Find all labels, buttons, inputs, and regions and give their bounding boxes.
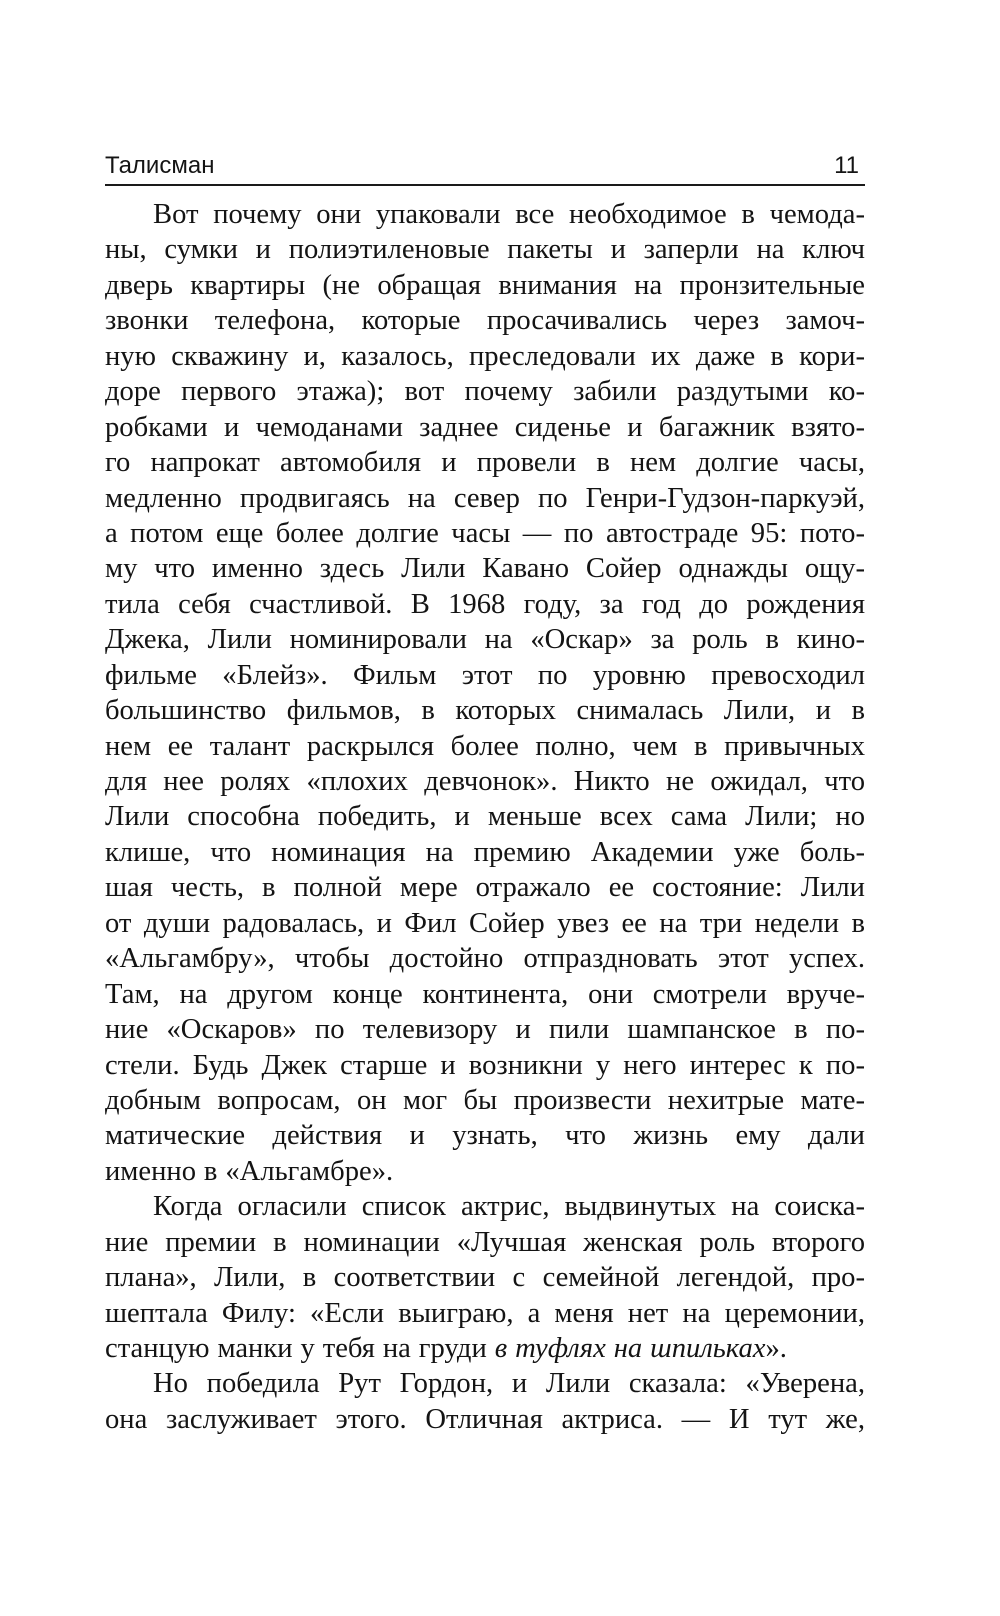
text-line: шептала Филу: «Если выиграю, а меня нет на церемонии, [105, 1297, 865, 1329]
text-line: фильме «Блейз». Фильм этот по уровню превосходил [105, 659, 865, 691]
text-line: шая честь, в полной мере отражало ее состояние: Лили [105, 872, 865, 904]
text-line: Джека, Лили номинировали на «Оскар» за роль в кино- [105, 624, 865, 656]
text-line: звонки телефона, которые просачивались через замоч- [105, 305, 865, 337]
text-line: стели. Будь Джек старше и возникни у него интерес к по- [105, 1049, 865, 1081]
text-line: добным вопросам, он мог бы произвести нехитрые мате- [105, 1084, 865, 1116]
body-text [105, 197, 865, 1437]
text-line: ны, сумки и полиэтиленовые пакеты и заперли на ключ [105, 234, 865, 266]
text-line: именно в «Альгамбре». [105, 1155, 394, 1187]
paragraph [105, 1366, 865, 1437]
text-line [105, 1331, 865, 1366]
text-line: плана», Лили, в соответствии с семейной легендой, про- [105, 1262, 865, 1294]
text-line: ние премии в номинации «Лучшая женская роль второго [105, 1226, 865, 1258]
text-line: робками и чемоданами заднее сиденье и багажник взято- [105, 411, 865, 443]
text-line: она заслуживает этого. Отличная актриса. — И тут же, [105, 1403, 865, 1435]
text-line: Там, на другом конце континента, они смотрели вруче- [105, 978, 865, 1010]
page-number: 11 [834, 152, 859, 179]
text-line: тила себя счастливой. В 1968 году, за год до рождения [105, 588, 865, 620]
text-line: Когда огласили список актрис, выдвинутых на соиска- [153, 1191, 865, 1223]
italic-text-segment: в туфлях на шпильках [494, 1333, 766, 1364]
text-segment: станцую манки у тебя на груди [105, 1333, 495, 1364]
paragraph [105, 1189, 865, 1366]
text-line: доре первого этажа); вот почему забили раздутыми ко- [105, 376, 865, 408]
text-line: медленно продвигаясь на север по Генри-Гудзон-паркуэй, [105, 482, 865, 514]
running-title: Талисман [105, 152, 215, 179]
text-line: клише, что номинация на премию Академии уже боль- [105, 836, 865, 868]
text-line: а потом еще более долгие часы — по автостраде 95: пото- [105, 517, 865, 549]
text-line: дверь квартиры (не обращая внимания на пронзительные [105, 269, 865, 301]
text-line: ную скважину и, казалось, преследовали их даже в кори- [105, 340, 865, 372]
text-line: для нее ролях «плохих девчонок». Никто не ожидал, что [105, 766, 865, 797]
text-segment: ». [765, 1333, 787, 1364]
text-line: большинство фильмов, в которых снималась Лили, и в [105, 695, 865, 727]
text-line: матические действия и узнать, что жизнь ему дали [105, 1120, 865, 1152]
text-line: ние «Оскаров» по телевизору и пили шампанское в по- [105, 1014, 865, 1046]
text-line: от души радовалась, и Фил Сойер увез ее на три недели в [105, 907, 865, 939]
text-line: го напрокат автомобиля и провели в нем долгие часы, [105, 447, 865, 479]
text-line: Но победила Рут Гордон, и Лили сказала: «Уверена, [153, 1368, 865, 1400]
text-line: Лили способна победить, и меньше всех сама Лили; но [105, 801, 865, 833]
text-line: нем ее талант раскрылся более полно, чем в привычных [105, 730, 865, 762]
page-header [105, 150, 865, 186]
text-line: «Альгамбру», чтобы достойно отпраздновать этот успех. [105, 943, 865, 975]
text-line: му что именно здесь Лили Кавано Сойер однажды ощу- [105, 553, 865, 585]
paragraph [105, 197, 865, 1189]
text-line: Вот почему они упаковали все необходимое в чемода- [153, 199, 865, 230]
